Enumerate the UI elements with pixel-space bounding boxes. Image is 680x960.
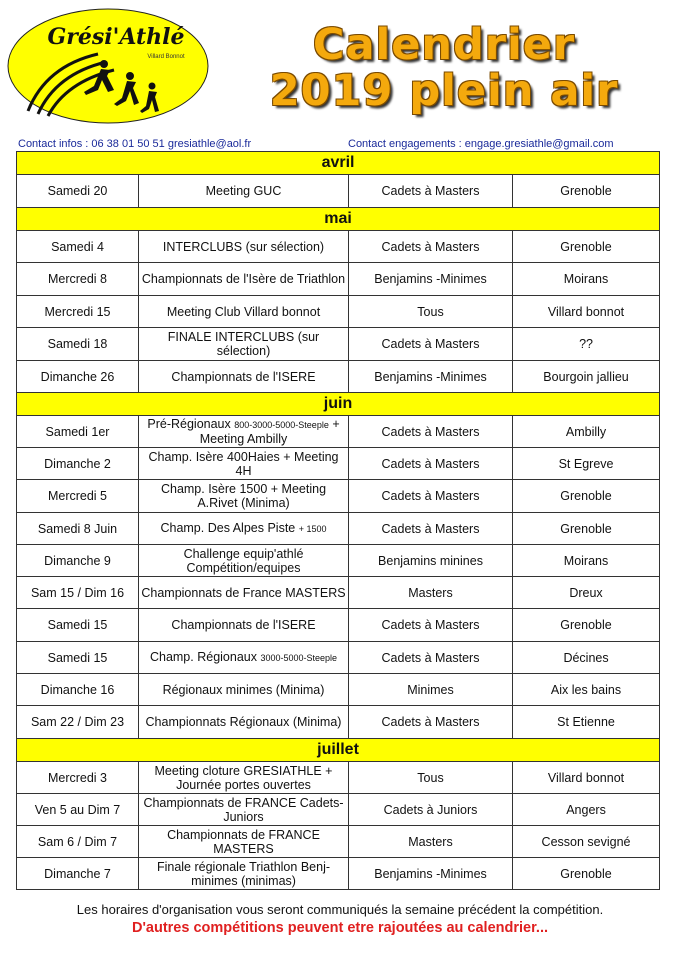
event-title: Championnats de France <box>141 585 282 600</box>
event-name <box>139 328 349 361</box>
event-name <box>139 706 349 739</box>
additional-competitions-note: D'autres compétitions peuvent etre rajoutées au calendrier... <box>131 920 549 936</box>
event-place: Grenoble <box>513 513 660 545</box>
event-place: Bourgoin jallieu <box>513 361 660 393</box>
event-row <box>17 175 660 208</box>
month-header <box>17 739 660 762</box>
event-title: Championnats de l'ISERE <box>171 618 316 632</box>
event-name <box>139 858 349 890</box>
event-row <box>17 328 660 361</box>
event-title: Challenge equip'athlé <box>183 546 304 561</box>
event-name <box>139 263 349 296</box>
event-subtitle: MASTERS <box>285 585 346 600</box>
club-logo <box>6 6 210 126</box>
event-row <box>17 448 660 480</box>
event-category: Cadets à Masters <box>349 328 513 361</box>
event-subtitle: Cadets- Juniors <box>223 795 344 824</box>
event-row <box>17 416 660 448</box>
event-row <box>17 296 660 328</box>
calendar-table <box>16 151 660 890</box>
event-subtitle: Compétition/equipes <box>186 560 301 575</box>
event-date: Sam 22 / Dim 23 <box>17 706 139 739</box>
event-name <box>139 296 349 328</box>
month-header <box>17 152 660 175</box>
event-name <box>139 642 349 674</box>
event-detail: 800-3000-5000-Steeple <box>234 420 329 430</box>
event-place: Dreux <box>513 577 660 609</box>
event-category: Tous <box>349 762 513 794</box>
event-place: Grenoble <box>513 858 660 890</box>
event-place: St Egreve <box>513 448 660 480</box>
event-date: Mercredi 3 <box>17 762 139 794</box>
event-date: Dimanche 7 <box>17 858 139 890</box>
event-date: Samedi 8 Juin <box>17 513 139 545</box>
event-name <box>139 826 349 858</box>
event-date: Dimanche 16 <box>17 674 139 706</box>
event-place: ?? <box>513 328 660 361</box>
event-row <box>17 762 660 794</box>
contact-infos: Contact infos : 06 38 01 50 51 gresiathle@aol.fr <box>18 138 252 150</box>
event-date: Dimanche 26 <box>17 361 139 393</box>
event-title: Finale régionale Triathlon <box>156 859 298 874</box>
event-name <box>139 577 349 609</box>
event-name <box>139 513 349 545</box>
event-place: Aix les bains <box>513 674 660 706</box>
event-category: Cadets à Masters <box>349 448 513 480</box>
title-line-1: Calendrier <box>312 20 576 70</box>
event-title: Championnats de FRANCE <box>143 795 297 810</box>
event-name <box>139 762 349 794</box>
event-detail: 3000-5000-Steeple <box>260 653 338 663</box>
event-date: Samedi 18 <box>17 328 139 361</box>
event-category: Cadets à Masters <box>349 175 513 208</box>
event-title: Champ. Régionaux <box>149 650 257 664</box>
event-category: Minimes <box>349 674 513 706</box>
event-place: Grenoble <box>513 231 660 263</box>
event-row <box>17 263 660 296</box>
event-category: Masters <box>349 577 513 609</box>
event-place: Villard bonnot <box>513 296 660 328</box>
event-title: Meeting GUC <box>205 184 282 198</box>
event-category: Cadets à Masters <box>349 480 513 513</box>
event-category: Cadets à Masters <box>349 416 513 448</box>
event-name <box>139 175 349 208</box>
event-date: Samedi 4 <box>17 231 139 263</box>
event-place: Grenoble <box>513 175 660 208</box>
event-row <box>17 361 660 393</box>
event-row <box>17 609 660 642</box>
event-category: Benjamins -Minimes <box>349 858 513 890</box>
event-place: Grenoble <box>513 480 660 513</box>
event-title: INTERCLUBS (sur sélection) <box>162 239 325 254</box>
event-name <box>139 609 349 642</box>
event-name <box>139 231 349 263</box>
event-title: Pré-Régionaux <box>147 417 231 431</box>
event-title: Championnats de l'ISERE <box>171 369 316 384</box>
event-name <box>139 480 349 513</box>
event-category: Benjamins -Minimes <box>349 361 513 393</box>
month-name: juin <box>17 393 660 416</box>
event-category: Cadets à Masters <box>349 513 513 545</box>
event-date: Ven 5 au Dim 7 <box>17 794 139 826</box>
event-category: Tous <box>349 296 513 328</box>
event-row <box>17 231 660 263</box>
event-subtitle: + Meeting Ambilly <box>199 417 340 446</box>
month-name: mai <box>17 208 660 231</box>
event-date: Dimanche 9 <box>17 545 139 577</box>
event-row <box>17 826 660 858</box>
event-place: Moirans <box>513 545 660 577</box>
event-place: Cesson sevigné <box>513 826 660 858</box>
event-date: Mercredi 8 <box>17 263 139 296</box>
event-name <box>139 545 349 577</box>
event-subtitle: Benj-minimes (minimas) <box>191 859 331 888</box>
event-category: Masters <box>349 826 513 858</box>
event-category: Benjamins -Minimes <box>349 263 513 296</box>
event-name <box>139 361 349 393</box>
event-row <box>17 858 660 890</box>
event-subtitle: (sur sélection) <box>216 330 320 358</box>
event-date: Sam 15 / Dim 16 <box>17 577 139 609</box>
event-title: Championnats Régionaux (Minima) <box>145 715 342 729</box>
event-category: Cadets à Masters <box>349 706 513 739</box>
event-row <box>17 513 660 545</box>
event-name <box>139 416 349 448</box>
event-title: Championnats de FRANCE <box>167 827 320 842</box>
month-name: juillet <box>17 739 660 762</box>
event-date: Samedi 20 <box>17 175 139 208</box>
event-title: Champ. Des Alpes Piste <box>160 521 296 535</box>
event-row <box>17 545 660 577</box>
month-header <box>17 393 660 416</box>
event-place: Décines <box>513 642 660 674</box>
logo-subtitle: Villard Bonnot <box>147 54 185 60</box>
event-place: Grenoble <box>513 609 660 642</box>
event-date: Samedi 1er <box>17 416 139 448</box>
event-date: Mercredi 5 <box>17 480 139 513</box>
event-date: Samedi 15 <box>17 642 139 674</box>
event-category: Benjamins minines <box>349 545 513 577</box>
month-name: avril <box>17 152 660 175</box>
event-place: Ambilly <box>513 416 660 448</box>
event-title: Champ. Isère 1500 + <box>160 482 279 496</box>
event-subtitle: Journée portes ouvertes <box>176 777 311 792</box>
event-category: Cadets à Juniors <box>349 794 513 826</box>
event-category: Cadets à Masters <box>349 609 513 642</box>
event-row <box>17 642 660 674</box>
event-title: Championnats de l'Isère de Triathlon <box>141 272 346 286</box>
event-name <box>139 794 349 826</box>
event-title: Régionaux minimes (Minima) <box>162 682 325 697</box>
event-place: Moirans <box>513 263 660 296</box>
contact-engagements: Contact engagements : engage.gresiathle@gmail.com <box>348 138 614 150</box>
event-row <box>17 794 660 826</box>
event-place: St Etienne <box>513 706 660 739</box>
event-title: Meeting cloture GRESIATHLE + <box>154 763 333 778</box>
event-row <box>17 577 660 609</box>
event-subtitle: Meeting A.Rivet (Minima) <box>197 482 327 510</box>
event-row <box>17 480 660 513</box>
event-row <box>17 706 660 739</box>
event-title: Champ. Isère 400Haies + Meeting 4H <box>148 449 339 478</box>
event-place: Angers <box>513 794 660 826</box>
event-date: Samedi 15 <box>17 609 139 642</box>
event-category: Cadets à Masters <box>349 642 513 674</box>
event-detail: + 1500 <box>298 524 327 534</box>
title-line-2: 2019 plein air <box>269 66 619 116</box>
event-name <box>139 674 349 706</box>
event-date: Mercredi 15 <box>17 296 139 328</box>
logo-name: Grési'Athlé <box>47 24 185 50</box>
event-row <box>17 674 660 706</box>
event-title: Meeting Club Villard bonnot <box>166 304 321 319</box>
event-subtitle: MASTERS <box>213 841 274 856</box>
schedule-note: Les horaires d'organisation vous seront communiqués la semaine précédent la compétition. <box>76 902 604 917</box>
event-name <box>139 448 349 480</box>
event-date: Dimanche 2 <box>17 448 139 480</box>
event-title: FINALE INTERCLUBS <box>167 330 295 344</box>
month-header <box>17 208 660 231</box>
event-date: Sam 6 / Dim 7 <box>17 826 139 858</box>
event-category: Cadets à Masters <box>349 231 513 263</box>
event-place: Villard bonnot <box>513 762 660 794</box>
page-title <box>214 22 674 114</box>
